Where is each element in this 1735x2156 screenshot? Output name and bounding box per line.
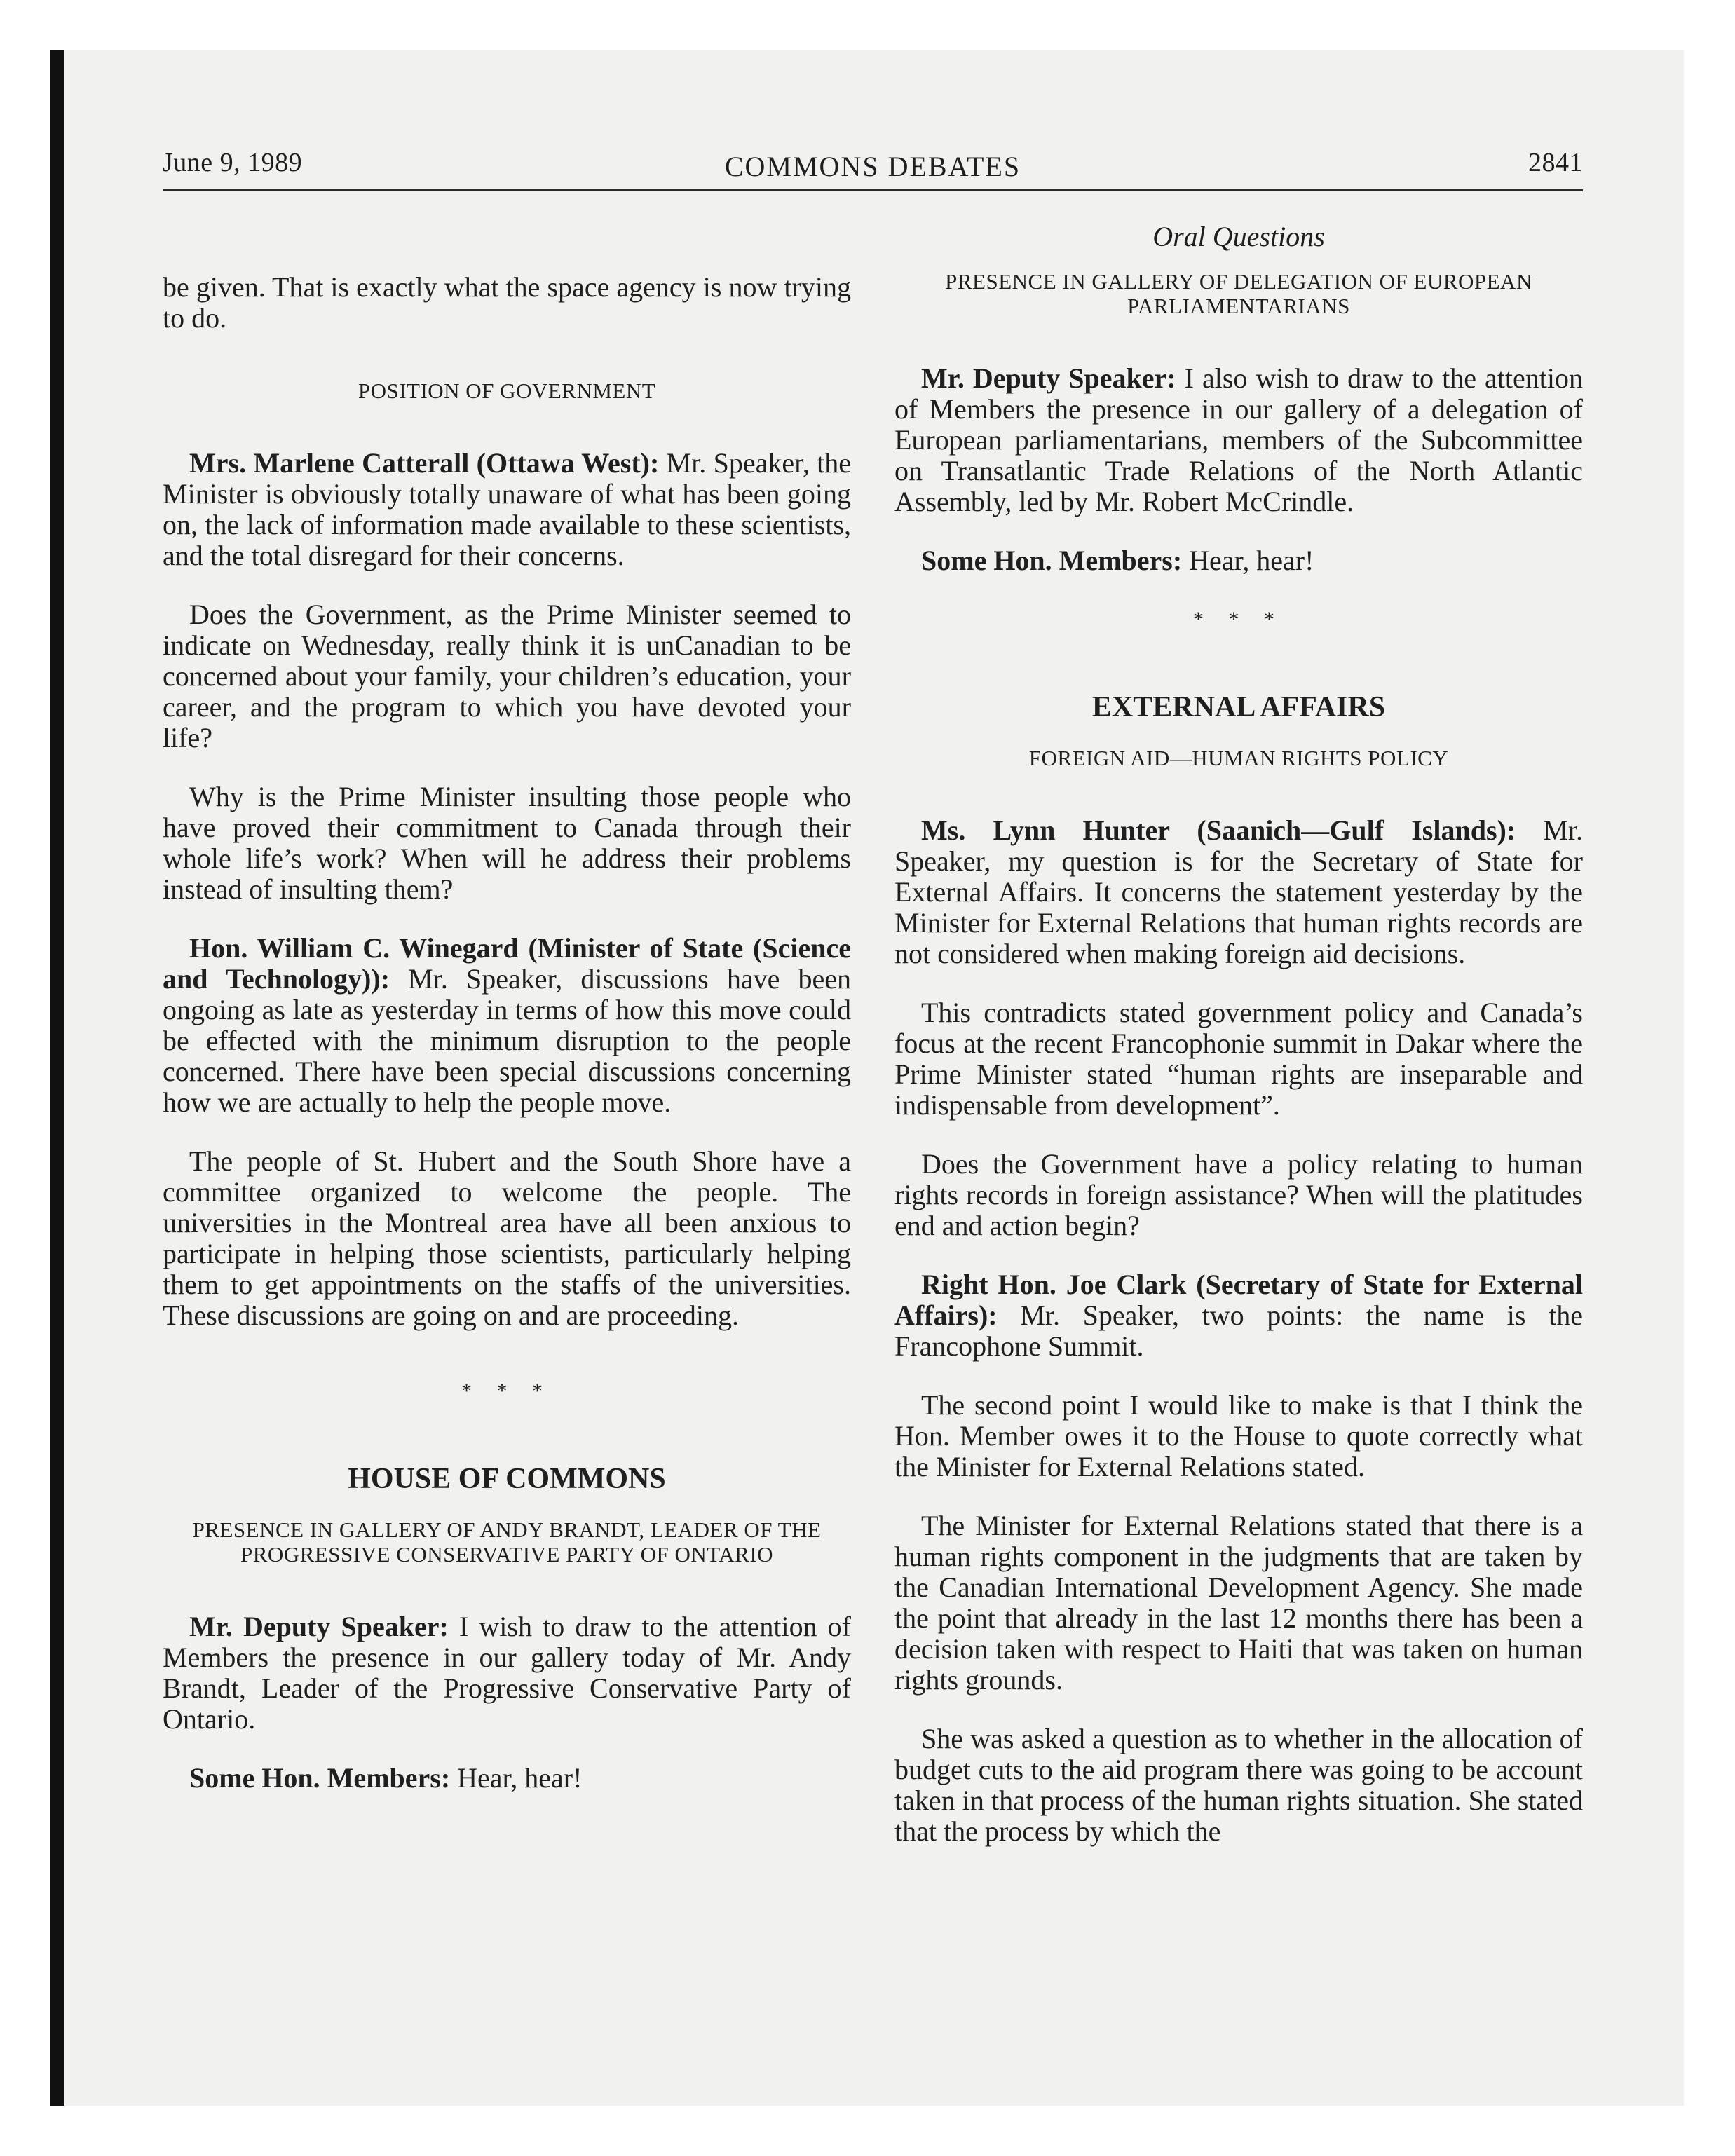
paragraph-second-point: The second point I would like to make is that I think the Hon. Member owes it to the House to quote correctly what the Minister for External Relations stated. [894,1389,1583,1482]
left-column [163,272,851,1794]
section-title-house-of-commons: HOUSE OF COMMONS [348,1463,666,1495]
paragraph-continuation: be given. That is exactly what the space agency is now trying to do. [163,271,851,334]
speech-text: Mr. Speaker, discussions have been ongoing as late as yesterday in terms of how this move could be effected with the minimum disruption to the people concerned. There have been special discussions concerning how we are actually to help the people move. [163,963,852,1118]
section-title-external-affairs: EXTERNAL AFFAIRS [1091,691,1386,723]
speech-text: Mr. Speaker, two points: the name is the Francophone Summit. [894,1299,1583,1362]
paragraph-clark [894,1269,1583,1362]
paragraph-deputy-speaker-brandt [163,1611,851,1735]
heading-presence-brandt: PRESENCE IN GALLERY OF ANDY BRANDT, LEADER OF THE PROGRESSIVE CONSERVATIVE PARTY OF ONTARIO [192,1517,822,1567]
speech-text: Hear, hear! [457,1762,583,1794]
speech-text: Hear, hear! [1189,545,1314,576]
paragraph-contradicts: This contradicts stated government policy and Canada’s focus at the recent Francophonie summit in Dakar where the Prime Minister stated “human rights are inseparable and indispensable from development”. [894,997,1583,1121]
speech-text: Mr. Speaker, my question is for the Secretary of State for External Affairs. It concerns the statement yesterday by the Minister for External Relations that human rights records are not considered when making foreign aid decisions. [894,814,1584,969]
paragraph-catterall [163,448,851,571]
section-separator-stars: * * * [1193,608,1284,631]
paragraph-she-was-asked: She was asked a question as to whether in the allocation of budget cuts to the aid program there was going to be account taken in that process of the human rights situation. She stated that the process by which the [894,1723,1583,1847]
speaker-name: Hon. William C. Winegard (Minister of State (Science and Technology)): [163,932,851,995]
paragraph-some-members [163,1763,851,1794]
paragraph-st-hubert: The people of St. Hubert and the South Shore have a committee organized to welcome the people. The universities in the Montreal area have all been anxious to participate in helping those scientists, particularly helping them to get appointments on the staffs of the universities. These discussions are going on and are proceeding. [163,1145,851,1331]
running-head-oral-questions: Oral Questions [1152,221,1325,252]
speaker-name: Mrs. Marlene Catterall (Ottawa West): [189,447,660,479]
speaker-name: Mr. Deputy Speaker: [921,362,1176,394]
speaker-name: Right Hon. Joe Clark (Secretary of State for External Affairs): [894,1269,1583,1331]
binding-edge [50,50,64,2106]
header-date: June 9, 1989 [163,148,303,177]
paragraph-does-government-policy: Does the Government have a policy relating to human rights records in foreign assistance? When will the platitudes end and action begin? [894,1148,1583,1241]
paragraph-hunter [894,815,1583,969]
paragraph-why-insulting: Why is the Prime Minister insulting those people who have proved their commitment to Canada through their whole life’s work? When will he address their problems instead of insulting them? [163,781,851,905]
page-header [163,144,1583,191]
speaker-name: Ms. Lynn Hunter (Saanich—Gulf Islands): [921,814,1516,846]
header-title: COMMONS DEBATES [724,151,1021,182]
right-column [894,221,1583,1847]
speaker-name: Mr. Deputy Speaker: [189,1611,449,1642]
paragraph-does-government: Does the Government, as the Prime Minister seemed to indicate on Wednesday, really think it is unCanadian to be concerned about your family, your children’s education, your career, and the program to which you have devoted your life? [163,599,851,753]
speech-text: Mr. Speaker, the Minister is obviously totally unaware of what has been going on, the lack of information made available to these scientists, and the total disregard for their concerns. [163,447,851,571]
speech-text: I wish to draw to the attention of Members the presence in our gallery today of Mr. Andy Brandt, Leader of the Progressive Conservative Party of Ontario. [163,1611,852,1735]
heading-position-of-government: POSITION OF GOVERNMENT [358,378,656,403]
speaker-name: Some Hon. Members: [921,545,1183,576]
heading-foreign-aid: FOREIGN AID—HUMAN RIGHTS POLICY [1028,746,1449,770]
paragraph-winegard [163,933,851,1118]
paragraph-deputy-speaker-european [894,363,1583,517]
section-separator-stars: * * * [461,1379,552,1403]
heading-presence-european: PRESENCE IN GALLERY OF DELEGATION OF EUROPEAN PARLIAMENTARIANS [945,269,1532,318]
header-page-number: 2841 [1528,148,1583,177]
paragraph-minister-stated: The Minister for External Relations stated that there is a human rights component in the judgments that are taken by the Canadian International Development Agency. She made the point that already in the last 12 months there has been a decision taken with respect to Haiti that was taken on human rights grounds. [894,1510,1583,1696]
paragraph-some-members [894,545,1583,576]
speaker-name: Some Hon. Members: [189,1762,451,1794]
speech-text: I also wish to draw to the attention of Members the presence in our gallery of a delegation of European parliamentarians, members of the Subcommittee on Transatlantic Trade Relations of the North Atlantic Assembly, led by Mr. Robert McCrindle. [894,362,1584,517]
